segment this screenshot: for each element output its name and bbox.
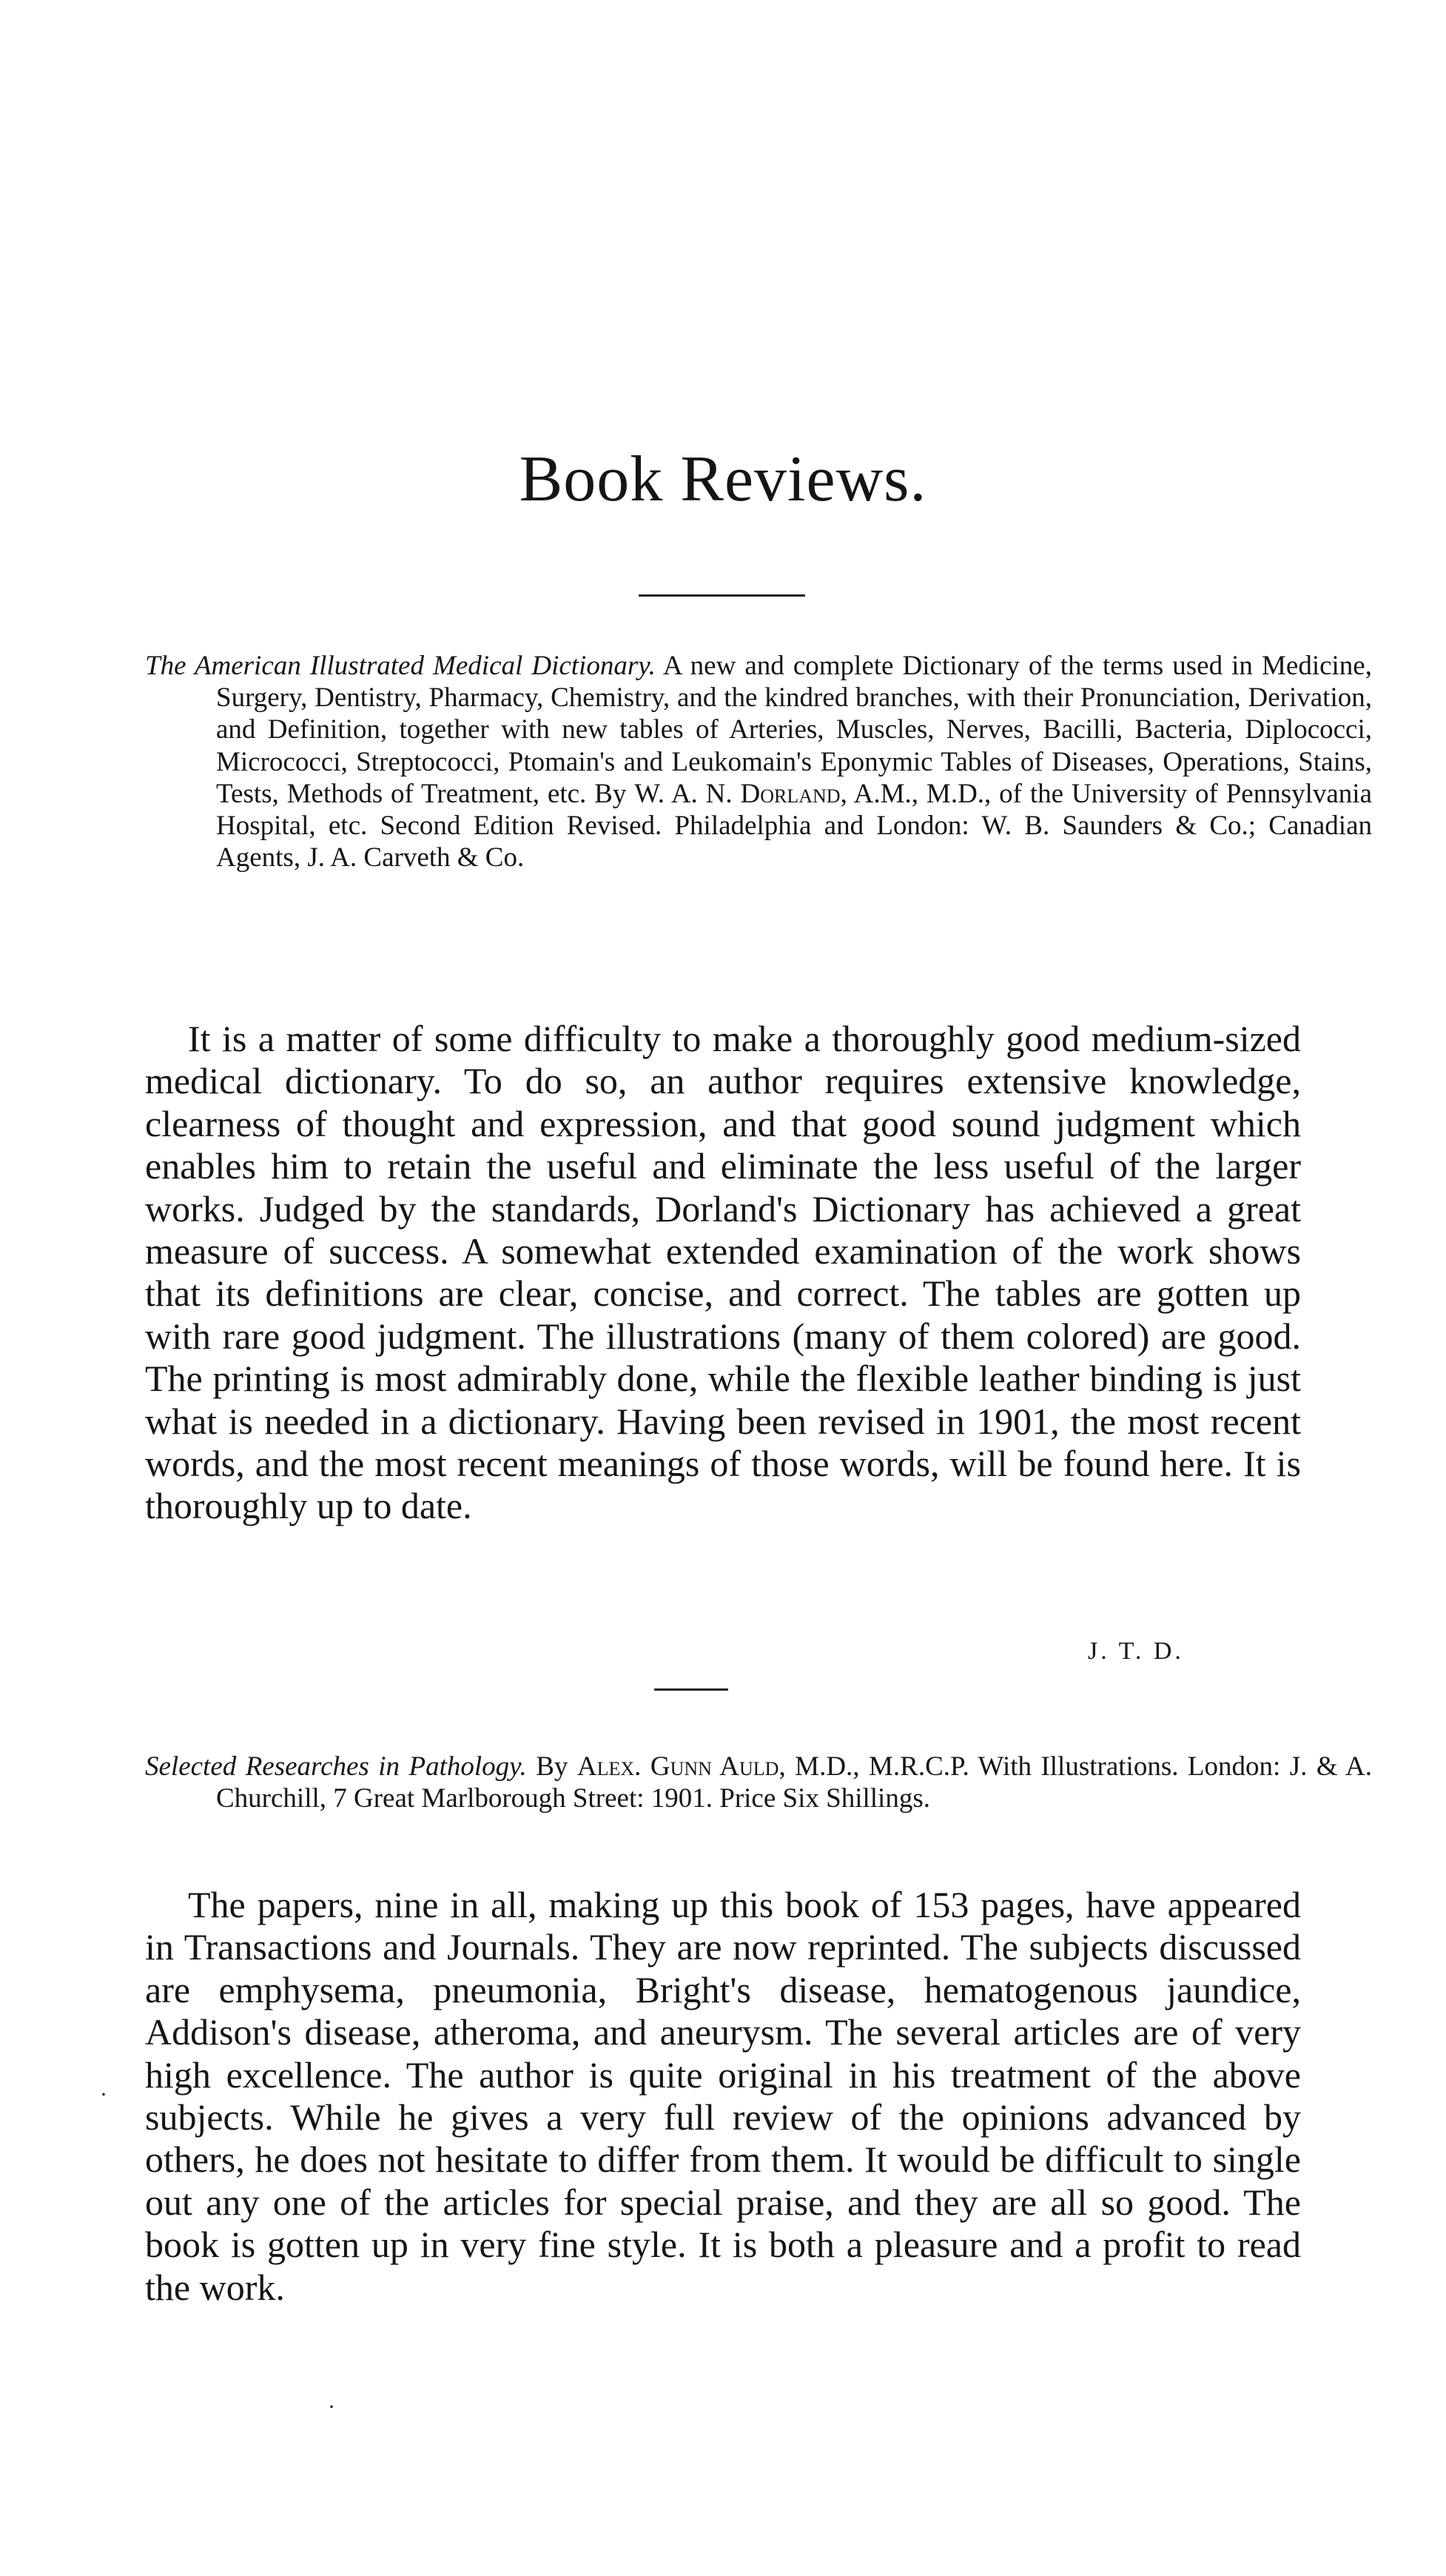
publication-details: M.D., M.R.C.P. With Illustrations. London: J. & A. Churchill, 7 Great Marlborough Street: 1901. Price Six Shillings. bbox=[216, 1751, 1373, 1814]
review-citation bbox=[145, 1751, 1372, 1814]
title-rule bbox=[639, 594, 805, 597]
publication-details: A.M., M.D., of the University of Pennsylvania Hospital, etc. Second Edition Revised. Philadelphia and London: W. B. Saunders & Co.; Canadian Agents, J. A. Carveth & Co. bbox=[216, 778, 1373, 873]
stray-mark: · bbox=[100, 2082, 107, 2107]
book-title: Selected Researches in Pathology. bbox=[145, 1751, 527, 1782]
book-description: A new and complete Dictionary of the terms used in Medicine, Surgery, Dentistry, Pharmacy, Chemistry, and the kindred branches, with their Pronunciation, Derivation, and Definition, together with new tables of Arteries, Muscles, Nerves, Bacilli, Bacteria, Diplococci, Micrococci, Streptococci, Ptomain's and Leukomain's Eponymic Tables of Diseases, Operations, Stains, Tests, Methods of Treatment, etc. bbox=[216, 651, 1372, 809]
review-body: The papers, nine in all, making up this book of 153 pages, have appeared in Transactions and Journals. They are now reprinted. The subjects discussed are emphysema, pneumonia, Bright's disease, hematogenous jaundice, Addison's disease, atheroma, and aneurysm. The several articles are of very high excellence. The author is quite original in his treatment of the above subjects. While he gives a very full review of the opinions advanced by others, he does not hesitate to differ from them. It would be difficult to single out any one of the articles for special praise, and they are all so good. The book is gotten up in very fine style. It is both a pleasure and a profit to read the work. bbox=[145, 1884, 1301, 2308]
by-label: By bbox=[536, 1751, 568, 1782]
by-label: By bbox=[594, 778, 627, 809]
page-title: Book Reviews. bbox=[519, 443, 927, 515]
review-body: It is a matter of some difficulty to make a thoroughly good medium-sized medical dictionary. To do so, an author requires extensive knowledge, clearness of thought and expression, and that good sound judgment which enables him to retain the useful and eliminate the less useful of the larger works. Judged by the standards, Dorland's Dictionary has achieved a great measure of success. A somewhat extended examination of the work shows that its definitions are clear, concise, and correct. The tables are gotten up with rare good judgment. The illustrations (many of them colored) are good. The printing is most admirably done, while the flexible leather binding is just what is needed in a dictionary. Having been revised in 1901, the most recent words, and the most recent meanings of those words, will be found here. It is thoroughly up to date. bbox=[145, 1018, 1301, 1527]
review-citation bbox=[145, 650, 1372, 873]
section-divider bbox=[654, 1688, 728, 1691]
book-author: Alex. Gunn Auld, bbox=[576, 1751, 786, 1782]
book-title: The American Illustrated Medical Dictionary. bbox=[145, 651, 656, 681]
stray-mark: · bbox=[328, 2395, 335, 2419]
reviewer-signature: J. T. D. bbox=[1088, 1637, 1184, 1665]
book-author: W. A. N. Dorland, bbox=[634, 778, 847, 809]
